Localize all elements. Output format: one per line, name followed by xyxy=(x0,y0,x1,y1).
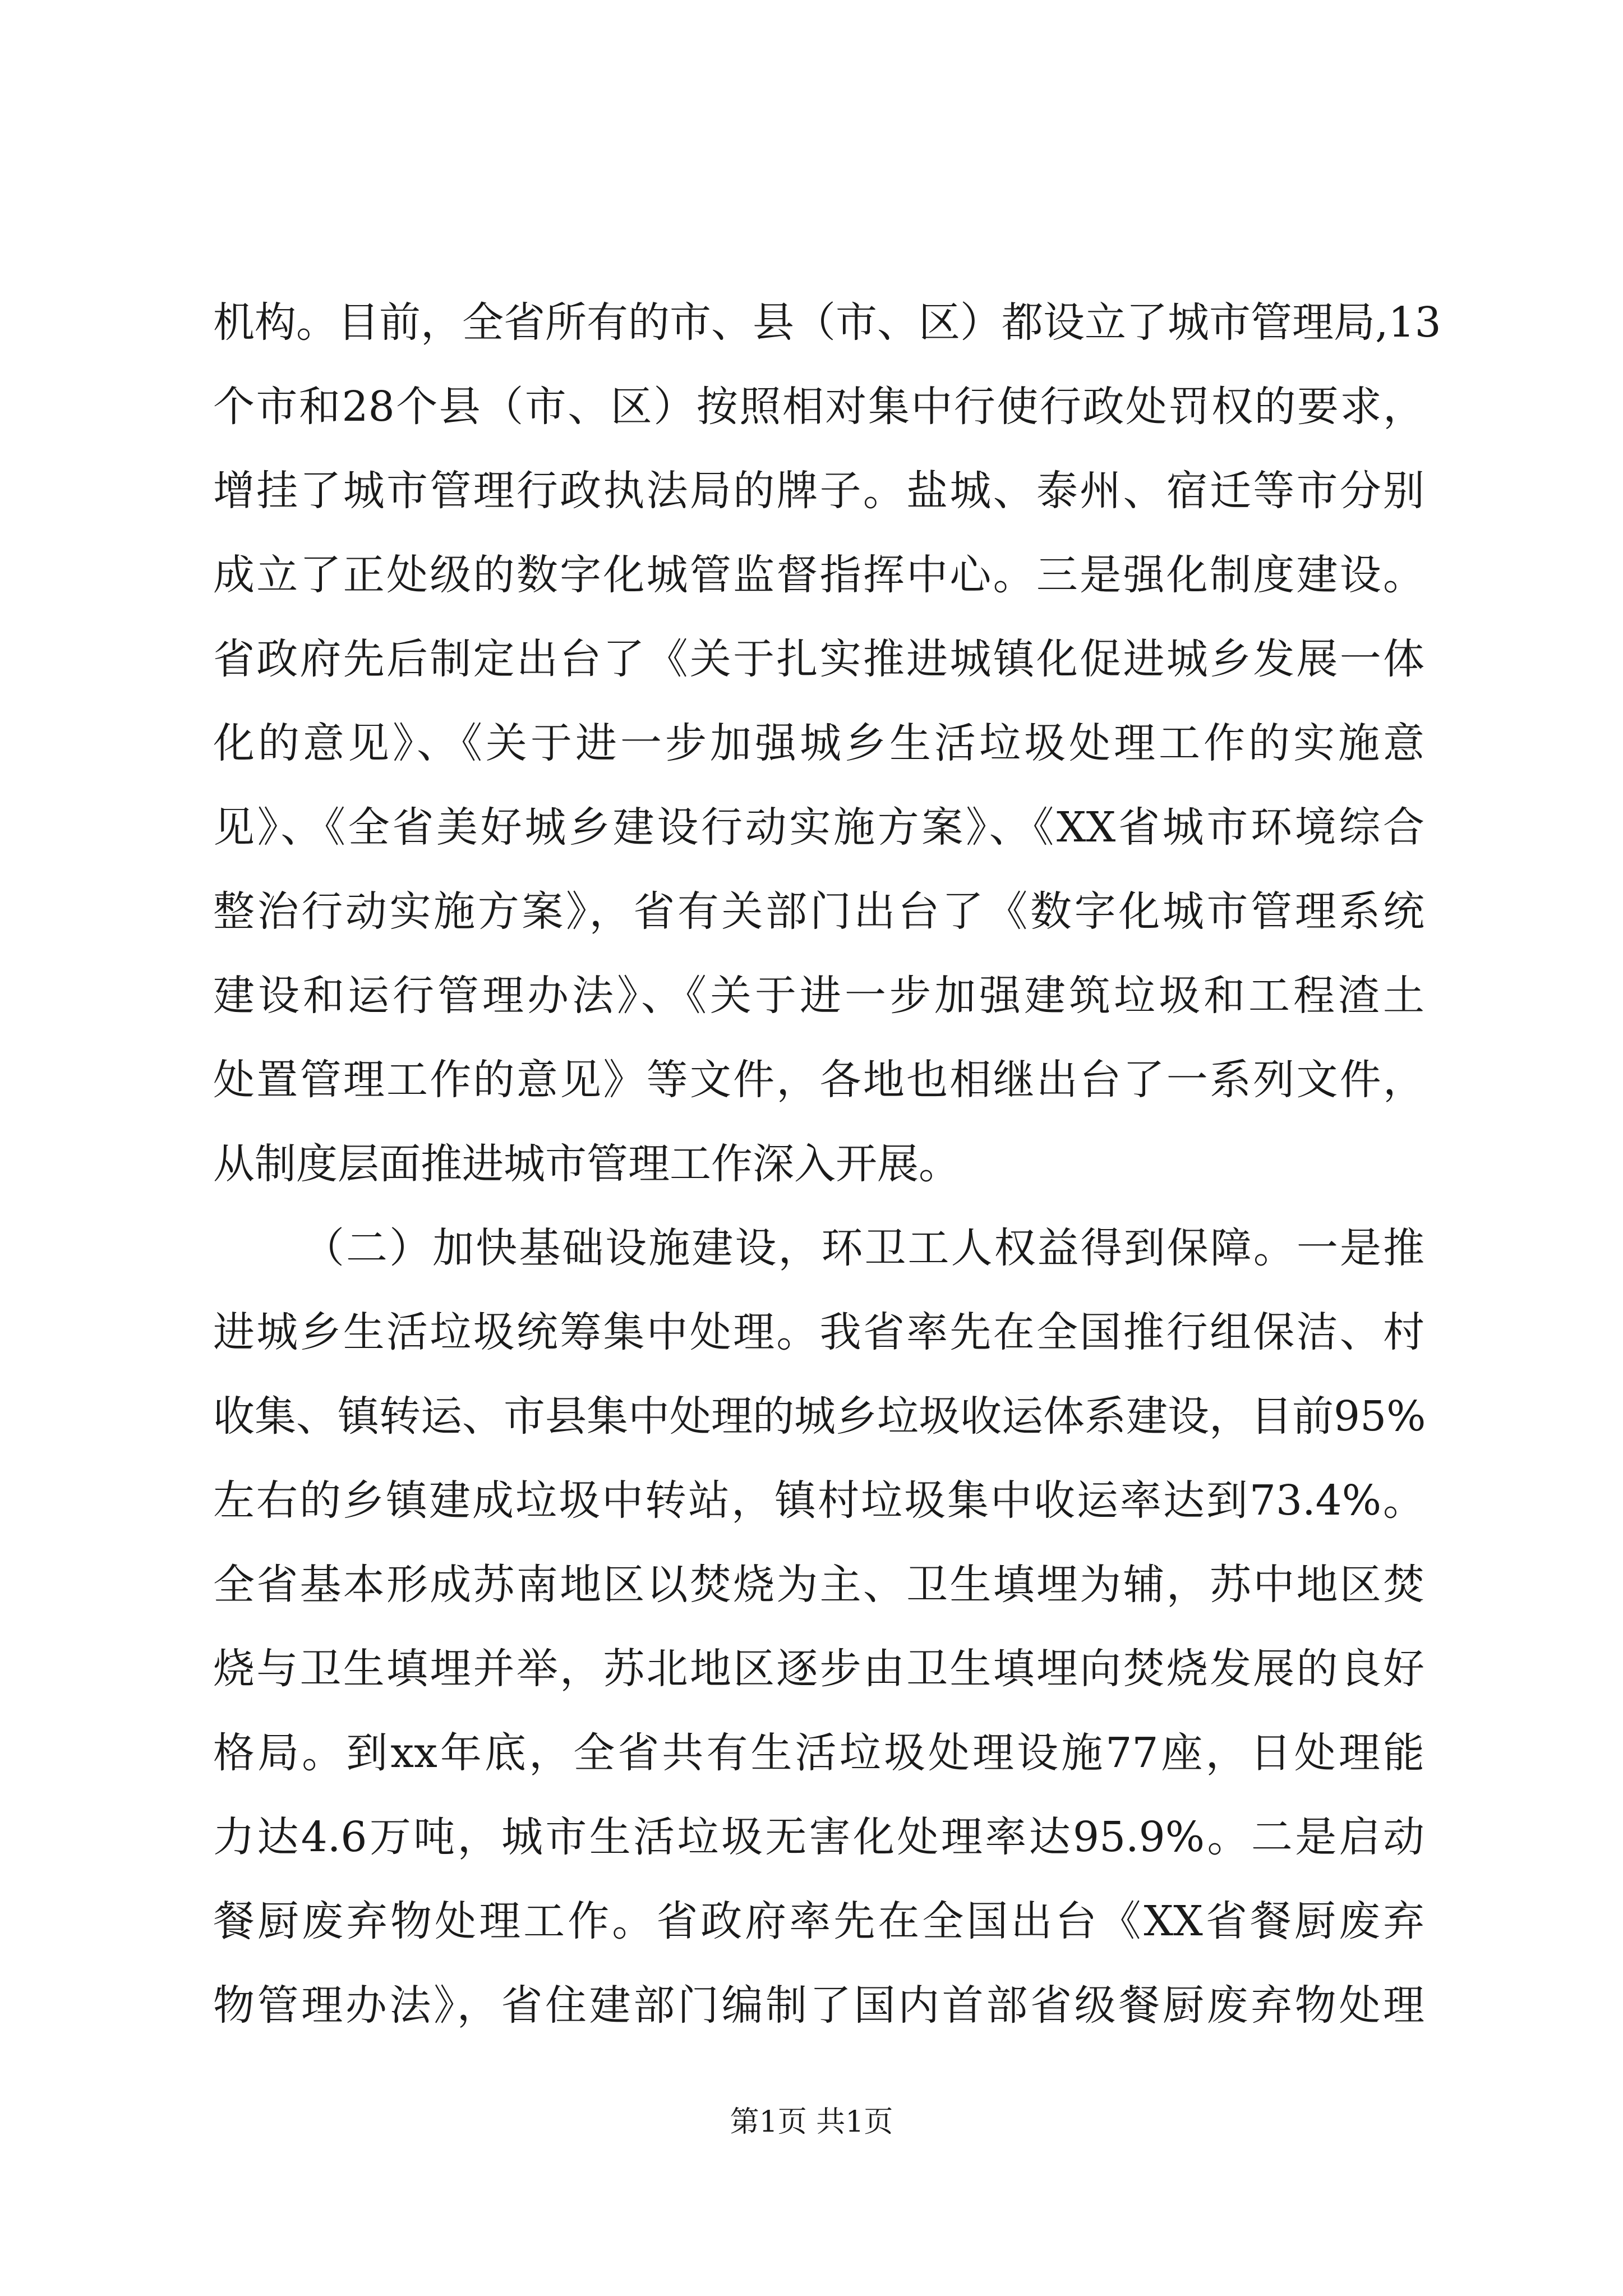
text-line: 餐厨废弃物处理工作。省政府率先在全国出台《XX省餐厨废弃 xyxy=(213,1897,1424,1945)
text-line: 个市和28个县（市、区）按照相对集中行使行政处罚权的要求， xyxy=(213,383,1424,431)
text-line: 力达4.6万吨，城市生活垃圾无害化处理率达95.9%。二是启动 xyxy=(213,1813,1424,1861)
text-line: 见》、《全省美好城乡建设行动实施方案》、《XX省城市环境综合 xyxy=(213,803,1424,852)
text-line: 进城乡生活垃圾统筹集中处理。我省率先在全国推行组保洁、村 xyxy=(213,1308,1424,1356)
text-line: 建设和运行管理办法》、《关于进一步加强建筑垃圾和工程渣土 xyxy=(213,972,1424,1020)
section-heading-line: （二）加快基础设施建设，环卫工人权益得到保障。一是推 xyxy=(303,1224,1424,1272)
document-body xyxy=(213,280,1441,2047)
text-line: 省政府先后制定出台了《关于扎实推进城镇化促进城乡发展一体 xyxy=(213,635,1424,683)
text-line: 处置管理工作的意见》等文件，各地也相继出台了一系列文件， xyxy=(213,1056,1424,1104)
paragraph-end-line: 从制度层面推进城市管理工作深入开展。 xyxy=(213,1140,960,1188)
text-line: 格局。到xx年底，全省共有生活垃圾处理设施77座，日处理能 xyxy=(213,1729,1424,1777)
text-line: 增挂了城市管理行政执法局的牌子。盐城、泰州、宿迁等市分别 xyxy=(213,467,1424,515)
page-footer: 第1页 共1页 xyxy=(730,2105,893,2139)
text-line: 烧与卫生填埋并举，苏北地区逐步由卫生填埋向焚烧发展的良好 xyxy=(213,1645,1424,1693)
text-line: 机构。目前，全省所有的市、县（市、区）都设立了城市管理局,13 xyxy=(213,298,1441,347)
text-line: 成立了正处级的数字化城管监督指挥中心。三是强化制度建设。 xyxy=(213,551,1424,599)
text-line: 全省基本形成苏南地区以焚烧为主、卫生填埋为辅，苏中地区焚 xyxy=(213,1561,1424,1609)
text-line: 收集、镇转运、市县集中处理的城乡垃圾收运体系建设，目前95% xyxy=(213,1392,1426,1441)
text-line: 化的意见》、《关于进一步加强城乡生活垃圾处理工作的实施意 xyxy=(213,719,1424,767)
text-line: 整治行动实施方案》，省有关部门出台了《数字化城市管理系统 xyxy=(213,887,1424,936)
text-line: 左右的乡镇建成垃圾中转站，镇村垃圾集中收运率达到73.4%。 xyxy=(213,1476,1424,1525)
text-line: 物管理办法》，省住建部门编制了国内首部省级餐厨废弃物处理 xyxy=(213,1981,1424,2030)
